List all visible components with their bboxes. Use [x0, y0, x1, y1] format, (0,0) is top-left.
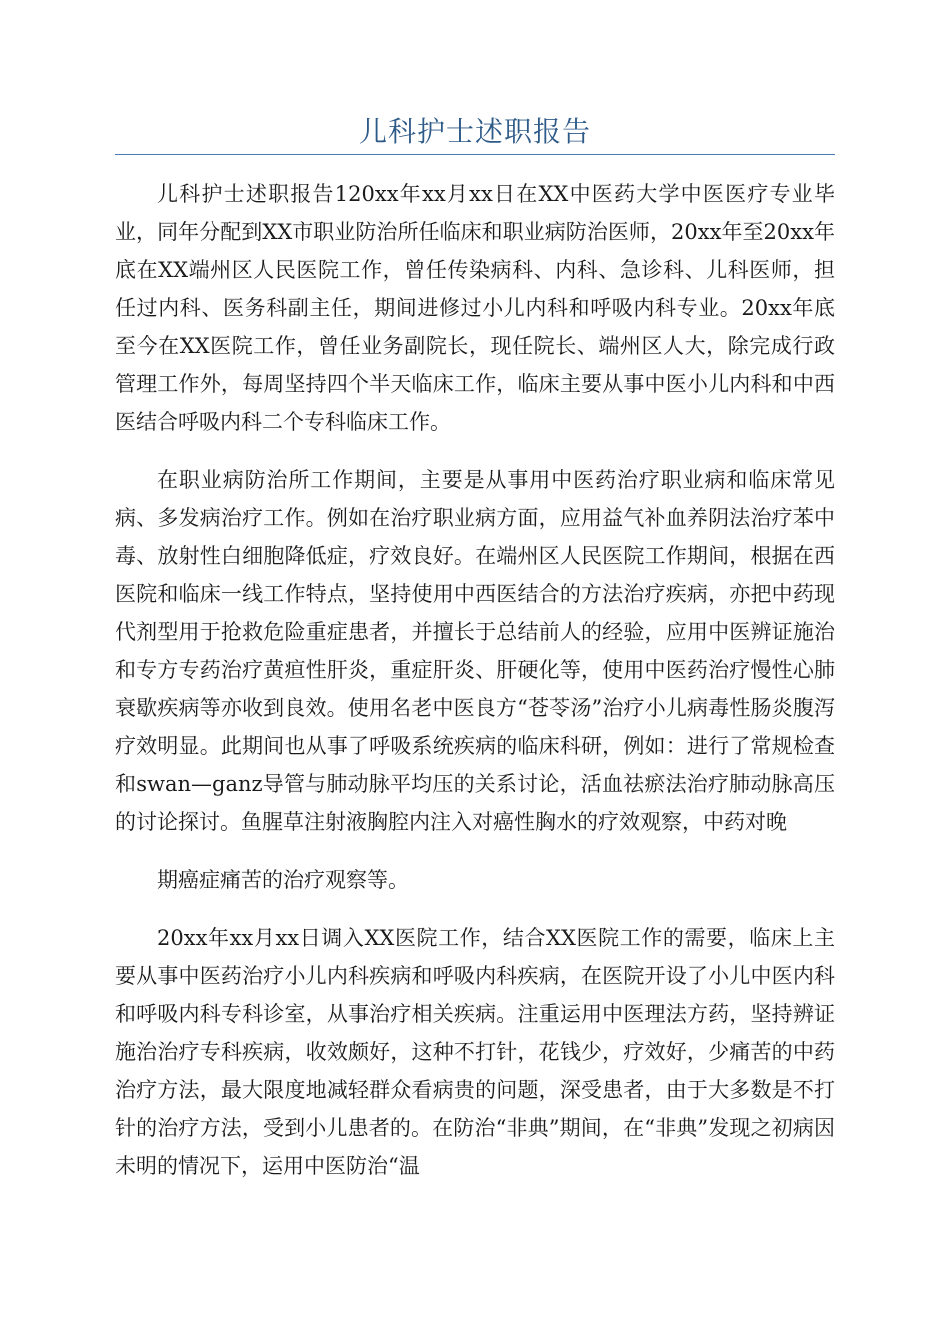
- paragraph-2: 在职业病防治所工作期间，主要是从事用中医药治疗职业病和临床常见病、多发病治疗工作。例如在治疗职业病方面，应用益气补血养阴法治疗苯中毒、放射性白细胞降低症，疗效良好。在端州区人民医院工作期间，根据在西医院和临床一线工作特点，坚持使用中西医结合的方法治疗疾病，亦把中药现代剂型用于抢救危险重症患者，并擅长于总结前人的经验，应用中医辨证施治和专方专药治疗黄疸性肝炎，重症肝炎、肝硬化等，使用中医药治疗慢性心肺衰歇疾病等亦收到良效。使用名老中医良方“苍苓汤”治疗小儿病毒性肠炎腹泻疗效明显。此期间也从事了呼吸系统疾病的临床科研，例如：进行了常规检查和swan—ganz导管与肺动脉平均压的关系讨论，活血祛瘀法治疗肺动脉高压的讨论探讨。鱼腥草注射液胸腔内注入对癌性胸水的疗效观察，中药对晚: [115, 468, 835, 834]
- paragraph-3: 期癌症痛苦的治疗观察等。: [157, 868, 409, 892]
- document-title: 儿科护士述职报告: [358, 115, 591, 148]
- paragraph-1: 儿科护士述职报告120xx年xx月xx日在XX中医药大学中医医疗专业毕业，同年分配到XX市职业防治所任临床和职业病防治医师，20xx年至20xx年底在XX端州区人民医院工作，曾任传染病科、内科、急诊科、儿科医师，担任过内科、医务科副主任，期间进修过小儿内科和呼吸内科专业。20xx年底至今在XX医院工作，曾任业务副院长，现任院长、端州区人大，除完成行政管理工作外，每周坚持四个半天临床工作，临床主要从事中医小儿内科和中西医结合呼吸内科二个专科临床工作。: [115, 182, 835, 434]
- document-body: [115, 175, 835, 1205]
- title-underline: [115, 154, 835, 155]
- paragraph-4: 20xx年xx月xx日调入XX医院工作，结合XX医院工作的需要，临床上主要从事中医药治疗小儿内科疾病和呼吸内科疾病，在医院开设了小儿中医内科和呼吸内科专科诊室，从事治疗相关疾病。注重运用中医理法方药，坚持辨证施治治疗专科疾病，收效颇好，这种不打针，花钱少，疗效好，少痛苦的中药治疗方法，最大限度地减轻群众看病贵的问题，深受患者，由于大多数是不打针的治疗方法，受到小儿患者的。在防治“非典”期间，在“非典”发现之初病因未明的情况下，运用中医防治“温: [115, 926, 835, 1178]
